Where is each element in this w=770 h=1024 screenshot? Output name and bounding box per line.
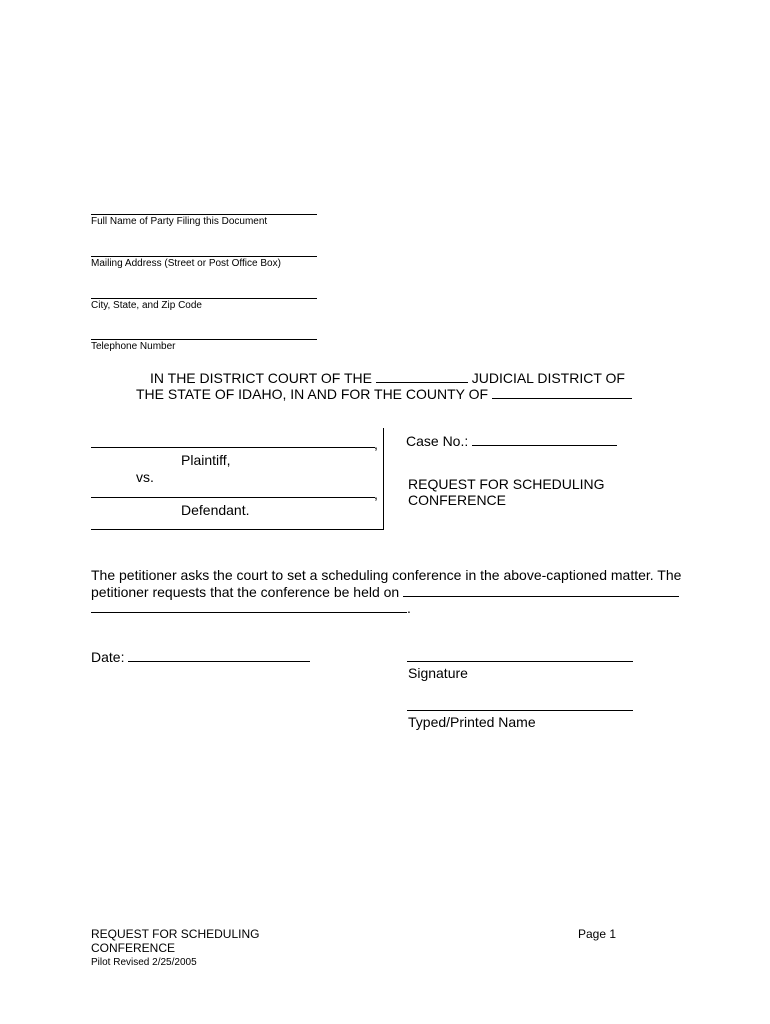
typed-name-label: Typed/Printed Name xyxy=(408,714,536,730)
page-number: Page 1 xyxy=(578,927,617,941)
conference-date-field-cont[interactable] xyxy=(91,612,407,613)
plaintiff-name-field[interactable] xyxy=(91,447,375,448)
footer-title-line1: REQUEST FOR SCHEDULING xyxy=(91,927,260,941)
footer-title-line2: CONFERENCE xyxy=(91,941,176,955)
city-state-zip-label: City, State, and Zip Code xyxy=(91,300,202,311)
telephone-field[interactable] xyxy=(91,339,317,340)
court-heading-text3: THE STATE OF IDAHO, IN AND FOR THE COUNTY OF xyxy=(136,386,489,402)
city-state-zip-field[interactable] xyxy=(91,298,317,299)
conference-date-field[interactable] xyxy=(403,584,679,597)
court-heading-text1: IN THE DISTRICT COURT OF THE xyxy=(150,370,372,386)
document-title xyxy=(408,476,605,508)
document-title-line1: REQUEST FOR SCHEDULING xyxy=(408,476,605,492)
plaintiff-comma: , xyxy=(374,436,378,452)
signature-field[interactable] xyxy=(407,661,633,662)
typed-name-field[interactable] xyxy=(407,710,633,711)
document-title-line2: CONFERENCE xyxy=(408,492,507,508)
footer-title xyxy=(91,927,259,955)
defendant-comma: , xyxy=(374,486,378,502)
telephone-label: Telephone Number xyxy=(91,341,176,352)
body-line2 xyxy=(91,584,679,600)
court-heading-line2 xyxy=(136,386,632,402)
body-period: . xyxy=(407,600,411,616)
body-line1: The petitioner asks the court to set a scheduling conference in the above-captioned matter. The xyxy=(91,567,682,583)
caption-divider xyxy=(383,428,384,530)
signature-label: Signature xyxy=(408,665,468,681)
case-no-field[interactable] xyxy=(472,433,617,446)
mailing-address-field[interactable] xyxy=(91,256,317,257)
county-field[interactable] xyxy=(492,386,632,399)
caption-bottom-rule xyxy=(91,529,384,530)
plaintiff-label: Plaintiff, xyxy=(181,452,231,468)
date-label: Date: xyxy=(91,649,125,665)
defendant-label: Defendant. xyxy=(181,502,250,518)
court-heading-line1 xyxy=(150,370,625,386)
footer-revision: Pilot Revised 2/25/2005 xyxy=(91,957,197,968)
defendant-name-field[interactable] xyxy=(91,497,375,498)
judicial-district-field[interactable] xyxy=(376,370,468,383)
full-name-label: Full Name of Party Filing this Document xyxy=(91,216,268,227)
date-line xyxy=(91,649,310,665)
body-line2-text: petitioner requests that the conference be held on xyxy=(91,584,400,600)
case-number xyxy=(406,433,617,449)
case-no-label: Case No.: xyxy=(406,433,469,449)
date-field[interactable] xyxy=(128,649,310,662)
mailing-address-label: Mailing Address (Street or Post Office Box) xyxy=(91,258,281,269)
vs-label: vs. xyxy=(136,469,154,485)
full-name-field[interactable] xyxy=(91,214,317,215)
court-heading-text2: JUDICIAL DISTRICT OF xyxy=(471,370,625,386)
